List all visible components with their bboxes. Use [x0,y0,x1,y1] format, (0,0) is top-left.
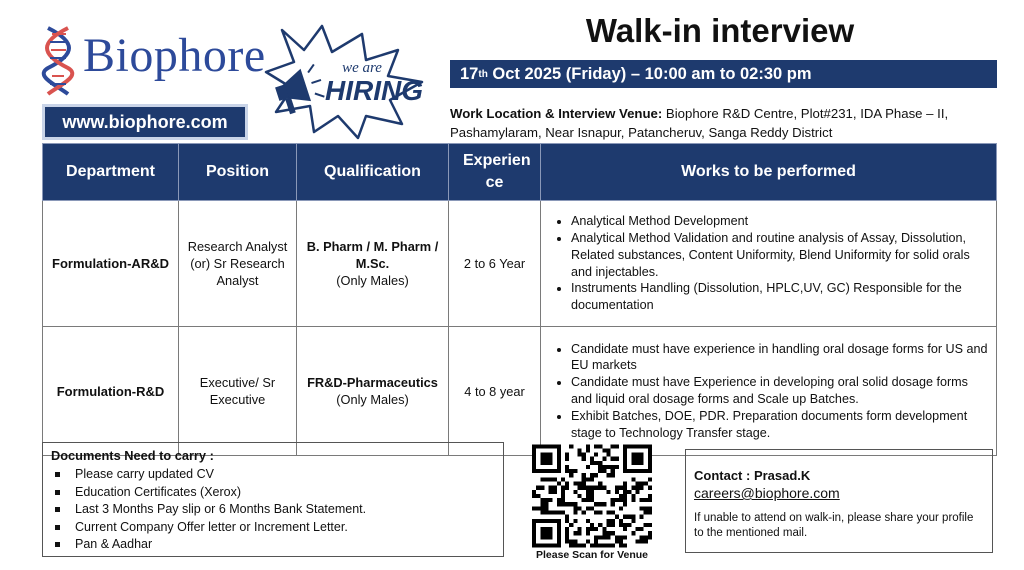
row-experience: 2 to 6 Year [449,201,541,327]
header-works: Works to be performed [541,144,997,201]
list-item: Current Company Offer letter or Increment Letter. [51,519,495,537]
contact-name: Contact : Prasad.K [694,468,811,483]
brand-name: Biophore [83,29,266,82]
qualification-note: (Only Males) [336,392,409,407]
row-department: Formulation-R&D [43,327,179,456]
row-works [541,201,997,327]
website-link[interactable]: www.biophore.com [42,104,248,140]
row-experience: 4 to 8 year [449,327,541,456]
interview-date-bar [450,60,997,88]
contact-box [685,449,993,553]
works-item: • Candidate must have experience in handling oral dosage forms for US and EU markets [571,341,988,375]
header-qualification: Qualification [297,144,449,201]
hiring-badge [262,20,442,140]
documents-title: Documents Need to carry : [51,448,214,463]
header-position: Position [179,144,297,201]
page-title: Walk-in interview [585,12,855,49]
row-position: Research Analyst (or) Sr Research Analyst [179,201,297,327]
qr-code[interactable] [532,444,652,548]
dna-icon [38,24,88,96]
works-item: • Instruments Handling (Dissolution, HPLC,UV, GC) Responsible for the documentation [571,280,988,314]
list-item: Last 3 Months Pay slip or 6 Months Bank Statement. [51,501,495,519]
table-row [43,201,997,327]
venue-address: Biophore R&D Centre, Plot#231, IDA Phase – II, Pashamylaram, Near Isnapur, Patancheruv, Sanga Reddy District [450,106,949,140]
qualification-main: B. Pharm / M. Pharm / M.Sc. [306,239,439,271]
hiring-line2: HIRING [325,75,423,106]
row-qualification [297,327,449,456]
hiring-line1: we are [342,60,382,76]
date-rest: Oct 2025 (Friday) – 10:00 am to 02:30 pm [487,64,812,83]
works-item: • Analytical Method Development [571,213,988,230]
header-department: Department [43,144,179,201]
row-qualification [297,201,449,327]
row-position: Executive/ Sr Executive [179,327,297,456]
date-suffix: th [478,68,488,80]
table-row [43,327,997,456]
row-department: Formulation-AR&D [43,201,179,327]
positions-table [42,143,997,456]
qualification-main: FR&D-Pharmaceutics [307,375,438,390]
date-day: 17 [460,64,479,83]
table-header-row [43,144,997,201]
list-item: Education Certificates (Xerox) [51,484,495,502]
qr-label: Please Scan for Venue [535,549,649,561]
list-item: Please carry updated CV [51,466,495,484]
works-item: • Candidate must have Experience in developing oral solid dosage forms and liquid oral dosage forms and Scale up Batches. [571,374,988,408]
documents-list [51,466,495,554]
qualification-note: (Only Males) [336,273,409,288]
header-experience: Experien ce [449,144,541,201]
qr-code-icon [532,444,652,548]
hiring-megaphone-icon [262,20,442,140]
venue-label: Work Location & Interview Venue: [450,106,663,121]
contact-email-link[interactable]: careers@biophore.com [694,485,840,501]
contact-note: If unable to attend on walk-in, please share your profile to the mentioned mail. [694,512,974,539]
row-works [541,327,997,456]
documents-box [42,442,504,557]
venue-text [450,104,1010,142]
biophore-logo [38,24,268,96]
list-item: Pan & Aadhar [51,536,495,554]
works-item: • Exhibit Batches, DOE, PDR. Preparation documents form development stage to Technology Transfer stage. [571,408,988,442]
works-item: • Analytical Method Validation and routine analysis of Assay, Dissolution, Related substances, Content Uniformity, Blend Uniformity for solid orals and injectables. [571,230,988,280]
